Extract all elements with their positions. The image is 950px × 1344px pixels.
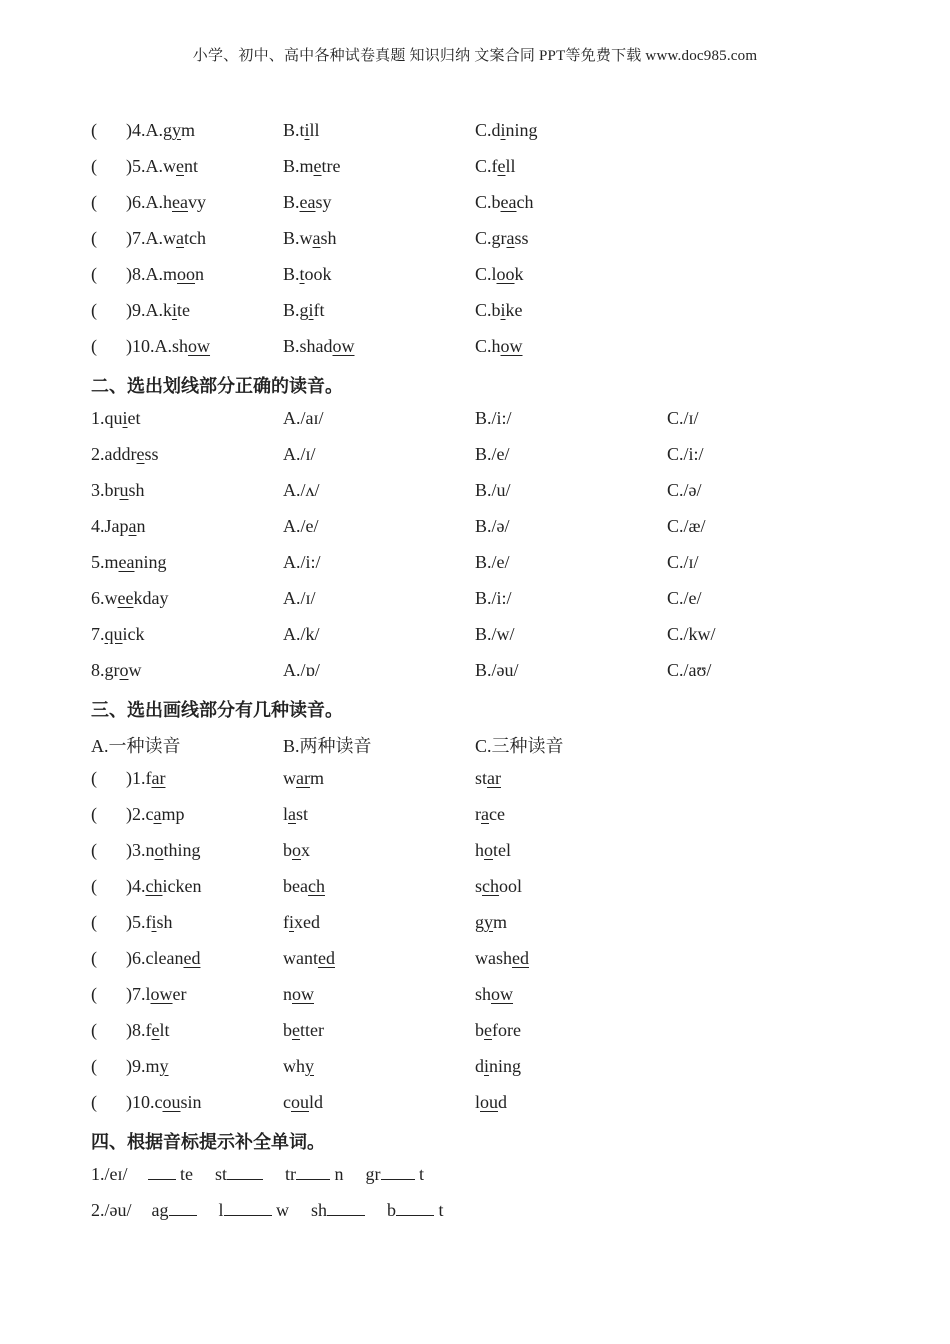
word-3 [475, 804, 505, 825]
word-1 [91, 804, 185, 825]
choice-b: B./əu/ [475, 660, 519, 680]
choice-c: C./ɪ/ [667, 552, 699, 572]
question-row [91, 762, 911, 798]
answer-paren: ( [91, 840, 97, 860]
choice-b [283, 156, 341, 177]
question-row [91, 1086, 911, 1122]
underlined-letters: e [497, 156, 506, 176]
word: could [283, 1092, 324, 1112]
choice-c [475, 228, 529, 249]
choice-c [475, 192, 534, 213]
underlined-letters: e [484, 1020, 492, 1040]
answer-paren: ( [91, 336, 97, 356]
fill-blank-word: sh [311, 1200, 365, 1220]
choice-a: A./ɪ/ [283, 444, 316, 464]
phonetic-label: 1./eɪ/ [91, 1164, 128, 1184]
word: why [283, 1056, 314, 1076]
underlined-letters: ar [296, 768, 310, 788]
choice-b: B./w/ [475, 624, 515, 644]
question-number: )6. [126, 948, 146, 968]
underlined-letters: e [136, 444, 145, 464]
choice-b: B./i:/ [475, 408, 512, 428]
choice-c [475, 336, 523, 357]
fill-blank-word: tr n [285, 1164, 344, 1184]
underlined-letters: ow [332, 336, 355, 356]
word-3 [475, 840, 511, 861]
word: B.easy [283, 192, 332, 212]
question-row [91, 222, 911, 258]
underlined-letters: y [172, 120, 181, 140]
choice-c: C./kw/ [667, 624, 716, 644]
blank-line[interactable] [169, 1200, 197, 1216]
choice-a: A./ɪ/ [283, 588, 316, 608]
answer-paren: ( [91, 264, 97, 284]
phonetic-label: 2./əu/ [91, 1200, 132, 1220]
word-1 [91, 840, 201, 861]
underlined-letters: ee [117, 588, 134, 608]
underlined-letters: ch [145, 876, 163, 896]
question-word [91, 516, 146, 537]
question-word [91, 480, 145, 501]
word-3 [475, 984, 513, 1005]
underlined-letters: i [500, 300, 506, 320]
fill-blank-word: l w [218, 1200, 290, 1220]
underlined-letters: ed [512, 948, 529, 968]
underlined-letters: ea [172, 192, 188, 212]
word-2 [283, 1056, 314, 1077]
answer-paren: ( [91, 156, 97, 176]
word: 8.grow [91, 660, 142, 680]
section-4 [91, 1158, 911, 1230]
choice-c [475, 300, 523, 321]
question-row [91, 582, 911, 618]
word-1 [91, 1092, 202, 1113]
underlined-letters: i [122, 408, 128, 428]
question-row [91, 798, 911, 834]
word-1 [91, 876, 201, 897]
word-1 [91, 1020, 170, 1041]
word: C.look [475, 264, 524, 284]
blank-line[interactable] [296, 1164, 330, 1180]
question-number: )10.A. [126, 336, 172, 356]
question-row [91, 402, 911, 438]
choice-b [283, 336, 355, 357]
word: C.dining [475, 120, 538, 140]
word: now [283, 984, 314, 1004]
choice-b: B./e/ [475, 552, 510, 572]
word: loud [475, 1092, 508, 1112]
word: 7.quick [91, 624, 145, 644]
word-2 [283, 912, 320, 933]
underlined-letters: a [128, 516, 137, 536]
word: 3.brush [91, 480, 145, 500]
underlined-letters: a [176, 228, 184, 248]
question-word [91, 660, 142, 681]
question-number: )7.A. [126, 228, 163, 248]
choice-b [283, 228, 337, 249]
underlined-letters: i [484, 1056, 490, 1076]
question-number: )10. [126, 1092, 155, 1112]
fill-line [91, 1200, 466, 1221]
word: 2.address [91, 444, 159, 464]
underlined-letters: i [500, 120, 506, 140]
fill-blank-word: gr t [365, 1164, 425, 1184]
question-number: )9.A. [126, 300, 163, 320]
word: my [145, 1056, 169, 1076]
question-row [91, 1014, 911, 1050]
underlined-letters: e [292, 1020, 300, 1040]
option-b: B.两种读音 [283, 736, 372, 756]
underlined-letters: o [154, 840, 164, 860]
underlined-letters: ow [500, 336, 523, 356]
blank-line[interactable] [327, 1200, 365, 1216]
fill-row [91, 1158, 911, 1194]
choice-b: B./e/ [475, 444, 510, 464]
question-row [91, 510, 911, 546]
word-2 [283, 984, 314, 1005]
choice-c [475, 120, 538, 141]
question-number: )4.A. [126, 120, 163, 140]
word-3 [475, 1020, 521, 1041]
choice-c: C./ɪ/ [667, 408, 699, 428]
underlined-letters: a [481, 804, 489, 824]
underlined-letters: ch [482, 876, 500, 896]
underlined-letters: ou [162, 1092, 181, 1112]
underlined-letters: ou [480, 1092, 499, 1112]
question-row [91, 834, 911, 870]
underlined-letters: ea [500, 192, 517, 212]
word: watch [163, 228, 206, 248]
question-row [91, 258, 911, 294]
underlined-letters: o [119, 660, 129, 680]
underlined-letters: ow [188, 336, 211, 356]
question-row [91, 294, 911, 330]
question-row [91, 114, 911, 150]
word-1 [91, 984, 187, 1005]
word: went [163, 156, 199, 176]
word: kite [163, 300, 191, 320]
underlined-letters: e [151, 1020, 160, 1040]
section-4-title: 四、根据音标提示补全单词。 [91, 1132, 325, 1152]
question-word [91, 588, 168, 609]
option-c: C.三种读音 [475, 736, 564, 756]
word-1 [91, 912, 173, 933]
word: heavy [163, 192, 206, 212]
worksheet [91, 114, 911, 1230]
section-2-title: 二、选出划线部分正确的读音。 [91, 376, 343, 396]
choice-a [91, 336, 210, 357]
underlined-letters: ar [487, 768, 501, 788]
fill-blank-word: ag [152, 1200, 197, 1220]
choice-a: A./k/ [283, 624, 320, 644]
word: C.grass [475, 228, 529, 248]
section-1 [91, 114, 911, 366]
choice-b: B./ə/ [475, 516, 510, 536]
underlined-letters: ow [491, 984, 514, 1004]
word-2 [283, 840, 310, 861]
underlined-letters: e [313, 156, 322, 176]
word: C.bike [475, 300, 523, 320]
choice-b [283, 300, 325, 321]
choice-a [91, 192, 206, 213]
underlined-letters: u [119, 480, 129, 500]
word: beach [283, 876, 325, 896]
question-row [91, 186, 911, 222]
question-number: )1. [126, 768, 146, 788]
underlined-letters: ow [150, 984, 173, 1004]
word: better [283, 1020, 324, 1040]
page-header: 小学、初中、高中各种试卷真题 知识归纳 文案合同 PPT等免费下载 www.doc985.com [192, 48, 758, 64]
underlined-letters: ch [307, 876, 325, 896]
word: B.wash [283, 228, 337, 248]
answer-paren: ( [91, 948, 97, 968]
word-1 [91, 1056, 169, 1077]
question-row [91, 870, 911, 906]
choice-a: A./aɪ/ [283, 408, 324, 428]
underlined-letters: ar [151, 768, 166, 788]
section-2 [91, 402, 911, 690]
word: far [145, 768, 166, 788]
blank-line[interactable] [381, 1164, 415, 1180]
word: felt [145, 1020, 170, 1040]
choice-a: A./ʌ/ [283, 480, 320, 500]
option-a: A.一种读音 [91, 736, 181, 756]
underlined-letters: t [299, 264, 305, 284]
word: C.fell [475, 156, 516, 176]
underlined-letters: o [484, 840, 493, 860]
choice-b [283, 120, 320, 141]
answer-paren: ( [91, 192, 97, 212]
word-3 [475, 876, 522, 897]
question-number: )8. [126, 1020, 146, 1040]
word: B.till [283, 120, 320, 140]
question-number: )7. [126, 984, 146, 1004]
word: gym [475, 912, 508, 932]
choice-b: B./u/ [475, 480, 511, 500]
answer-paren: ( [91, 1056, 97, 1076]
underlined-letters: i [151, 912, 157, 932]
question-number: )2. [126, 804, 146, 824]
choice-b [283, 192, 332, 213]
underlined-letters: ea [299, 192, 316, 212]
question-row [91, 654, 911, 690]
blank-line[interactable] [227, 1164, 263, 1180]
word: lower [145, 984, 187, 1004]
choice-a [91, 156, 198, 177]
word: moon [163, 264, 205, 284]
question-number: )5. [126, 912, 146, 932]
word: race [475, 804, 505, 824]
choice-c: C./e/ [667, 588, 702, 608]
section-3-title: 三、选出画线部分有几种读音。 [91, 700, 343, 720]
question-row [91, 978, 911, 1014]
choice-a [91, 300, 190, 321]
underlined-letters: a [312, 228, 321, 248]
question-row [91, 618, 911, 654]
word: camp [145, 804, 185, 824]
answer-paren: ( [91, 300, 97, 320]
question-row [91, 942, 911, 978]
choice-a [91, 120, 195, 141]
blank-line[interactable] [396, 1200, 434, 1216]
word: nothing [145, 840, 201, 860]
word: before [475, 1020, 521, 1040]
word: B.gift [283, 300, 325, 320]
word: 4.Japan [91, 516, 146, 536]
choice-c: C./æ/ [667, 516, 706, 536]
word-2 [283, 804, 308, 825]
word: chicken [145, 876, 202, 896]
underlined-letters: oo [496, 264, 515, 284]
fill-row [91, 1194, 911, 1230]
underlined-letters: o [292, 840, 301, 860]
fill-blank-word: te [148, 1164, 194, 1184]
word: star [475, 768, 501, 788]
word: fixed [283, 912, 321, 932]
underlined-letters: a [288, 804, 297, 824]
word-2 [283, 1092, 323, 1113]
choice-c: C./aʊ/ [667, 660, 712, 680]
answer-paren: ( [91, 912, 97, 932]
question-row [91, 1050, 911, 1086]
answer-paren: ( [91, 1092, 97, 1112]
word-3 [475, 1056, 521, 1077]
answer-paren: ( [91, 804, 97, 824]
word: wanted [283, 948, 335, 968]
word-1 [91, 948, 200, 969]
word-2 [283, 768, 324, 789]
underlined-letters: ed [318, 948, 335, 968]
choice-a: A./e/ [283, 516, 319, 536]
underlined-letters: i [172, 300, 178, 320]
underlined-letters: i [289, 912, 295, 932]
word: gym [163, 120, 196, 140]
word-3 [475, 768, 501, 789]
question-word [91, 444, 159, 465]
choice-a [91, 264, 204, 285]
blank-line[interactable] [224, 1200, 272, 1216]
underlined-letters: i [308, 300, 314, 320]
question-number: )5.A. [126, 156, 163, 176]
underlined-letters: qu [104, 624, 123, 644]
choice-a: A./ɒ/ [283, 660, 320, 680]
answer-paren: ( [91, 768, 97, 788]
question-word [91, 552, 167, 573]
question-row [91, 906, 911, 942]
word: B.took [283, 264, 332, 284]
choice-c: C./ə/ [667, 480, 702, 500]
choice-b: B./i:/ [475, 588, 512, 608]
word: warm [283, 768, 324, 788]
blank-line[interactable] [148, 1164, 176, 1180]
answer-paren: ( [91, 1020, 97, 1040]
fill-blank-word: b t [387, 1200, 444, 1220]
word-2 [283, 876, 325, 897]
word-3 [475, 912, 507, 933]
word: box [283, 840, 310, 860]
word: cousin [154, 1092, 202, 1112]
section-3-options [91, 726, 911, 762]
word: 1.quiet [91, 408, 141, 428]
word: school [475, 876, 523, 896]
question-row [91, 546, 911, 582]
underlined-letters: y [305, 1056, 314, 1076]
word: fish [145, 912, 173, 932]
fill-line [91, 1164, 446, 1185]
fill-blank-word: st [215, 1164, 263, 1184]
underlined-letters: ea [118, 552, 135, 572]
question-word [91, 408, 141, 429]
question-row [91, 474, 911, 510]
word: 5.meaning [91, 552, 167, 572]
word: show [475, 984, 514, 1004]
word-1 [91, 768, 165, 789]
word: last [283, 804, 309, 824]
choice-a [91, 228, 206, 249]
word-3 [475, 948, 529, 969]
word: C.beach [475, 192, 534, 212]
word: C.how [475, 336, 523, 356]
question-number: )6.A. [126, 192, 163, 212]
choice-c [475, 264, 524, 285]
question-number: )8.A. [126, 264, 163, 284]
question-number: )3. [126, 840, 146, 860]
underlined-letters: ed [183, 948, 201, 968]
underlined-letters: y [159, 1056, 169, 1076]
word: show [172, 336, 211, 356]
word: cleaned [145, 948, 201, 968]
answer-paren: ( [91, 876, 97, 896]
underlined-letters: y [484, 912, 493, 932]
word: washed [475, 948, 529, 968]
answer-paren: ( [91, 984, 97, 1004]
word-2 [283, 948, 335, 969]
word: B.shadow [283, 336, 355, 356]
underlined-letters: e [176, 156, 184, 176]
underlined-letters: ow [292, 984, 314, 1004]
word-3 [475, 1092, 507, 1113]
choice-c [475, 156, 516, 177]
underlined-letters: i [304, 120, 310, 140]
choice-b [283, 264, 332, 285]
underlined-letters: a [506, 228, 515, 248]
underlined-letters: ou [291, 1092, 309, 1112]
question-row [91, 150, 911, 186]
section-3 [91, 762, 911, 1122]
question-number: )9. [126, 1056, 146, 1076]
answer-paren: ( [91, 228, 97, 248]
question-number: )4. [126, 876, 146, 896]
underlined-letters: a [153, 804, 162, 824]
word: 6.weekday [91, 588, 169, 608]
question-row [91, 330, 911, 366]
question-row [91, 438, 911, 474]
question-word [91, 624, 145, 645]
word-2 [283, 1020, 324, 1041]
choice-a: A./i:/ [283, 552, 321, 572]
answer-paren: ( [91, 120, 97, 140]
underlined-letters: oo [177, 264, 196, 284]
word: hotel [475, 840, 511, 860]
word: B.metre [283, 156, 341, 176]
word: dining [475, 1056, 522, 1076]
choice-c: C./i:/ [667, 444, 704, 464]
